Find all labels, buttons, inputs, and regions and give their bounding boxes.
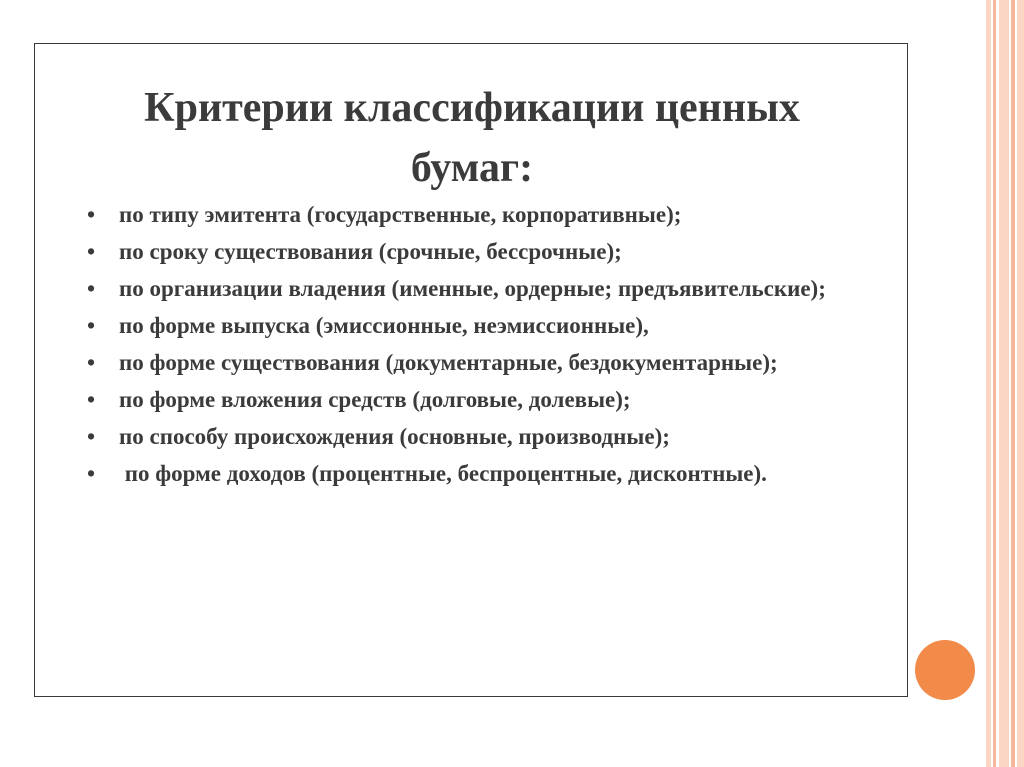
list-item-text: по способу происхождения (основные, производные); [119,424,670,449]
stripe [986,0,991,767]
stripe [999,0,1009,767]
list-item-text: по сроку существования (срочные, бессрочные); [119,239,622,264]
list-item-text: по форме существования (документарные, бездокументарные); [119,350,778,375]
decorative-circle [915,640,975,700]
content-box [34,43,908,697]
stripe [993,0,996,767]
bullet-icon: • [87,313,96,338]
list-item [87,311,867,341]
stripe [1017,0,1024,767]
list-item-text: по организации владения (именные, ордерные; предъявительские); [119,276,826,301]
bullet-icon: • [87,461,96,486]
list-item-text: по форме выпуска (эмиссионные, неэмиссионные), [119,313,649,338]
title-line-2: бумаг: [410,145,534,191]
list-item [87,348,867,378]
stripe [1011,0,1015,767]
list-item [87,385,867,415]
list-item [87,237,867,267]
title-line-1: Критерии классификации ценных [144,85,800,131]
bullet-icon: • [87,239,96,264]
bullet-icon: • [87,276,96,301]
bullet-icon: • [87,424,96,449]
list-item-text: по типу эмитента (государственные, корпоративные); [119,202,682,227]
slide-title [35,78,909,198]
list-item-text: по форме вложения средств (долговые, долевые); [119,387,631,412]
list-item [87,459,867,489]
decorative-stripes [984,0,1024,767]
bullet-list [87,200,867,496]
list-item [87,200,867,230]
bullet-icon: • [87,202,96,227]
list-item-text: по форме доходов (процентные, беспроцентные, дисконтные). [119,461,767,486]
bullet-icon: • [87,387,96,412]
list-item [87,274,867,304]
list-item [87,422,867,452]
bullet-icon: • [87,350,96,375]
